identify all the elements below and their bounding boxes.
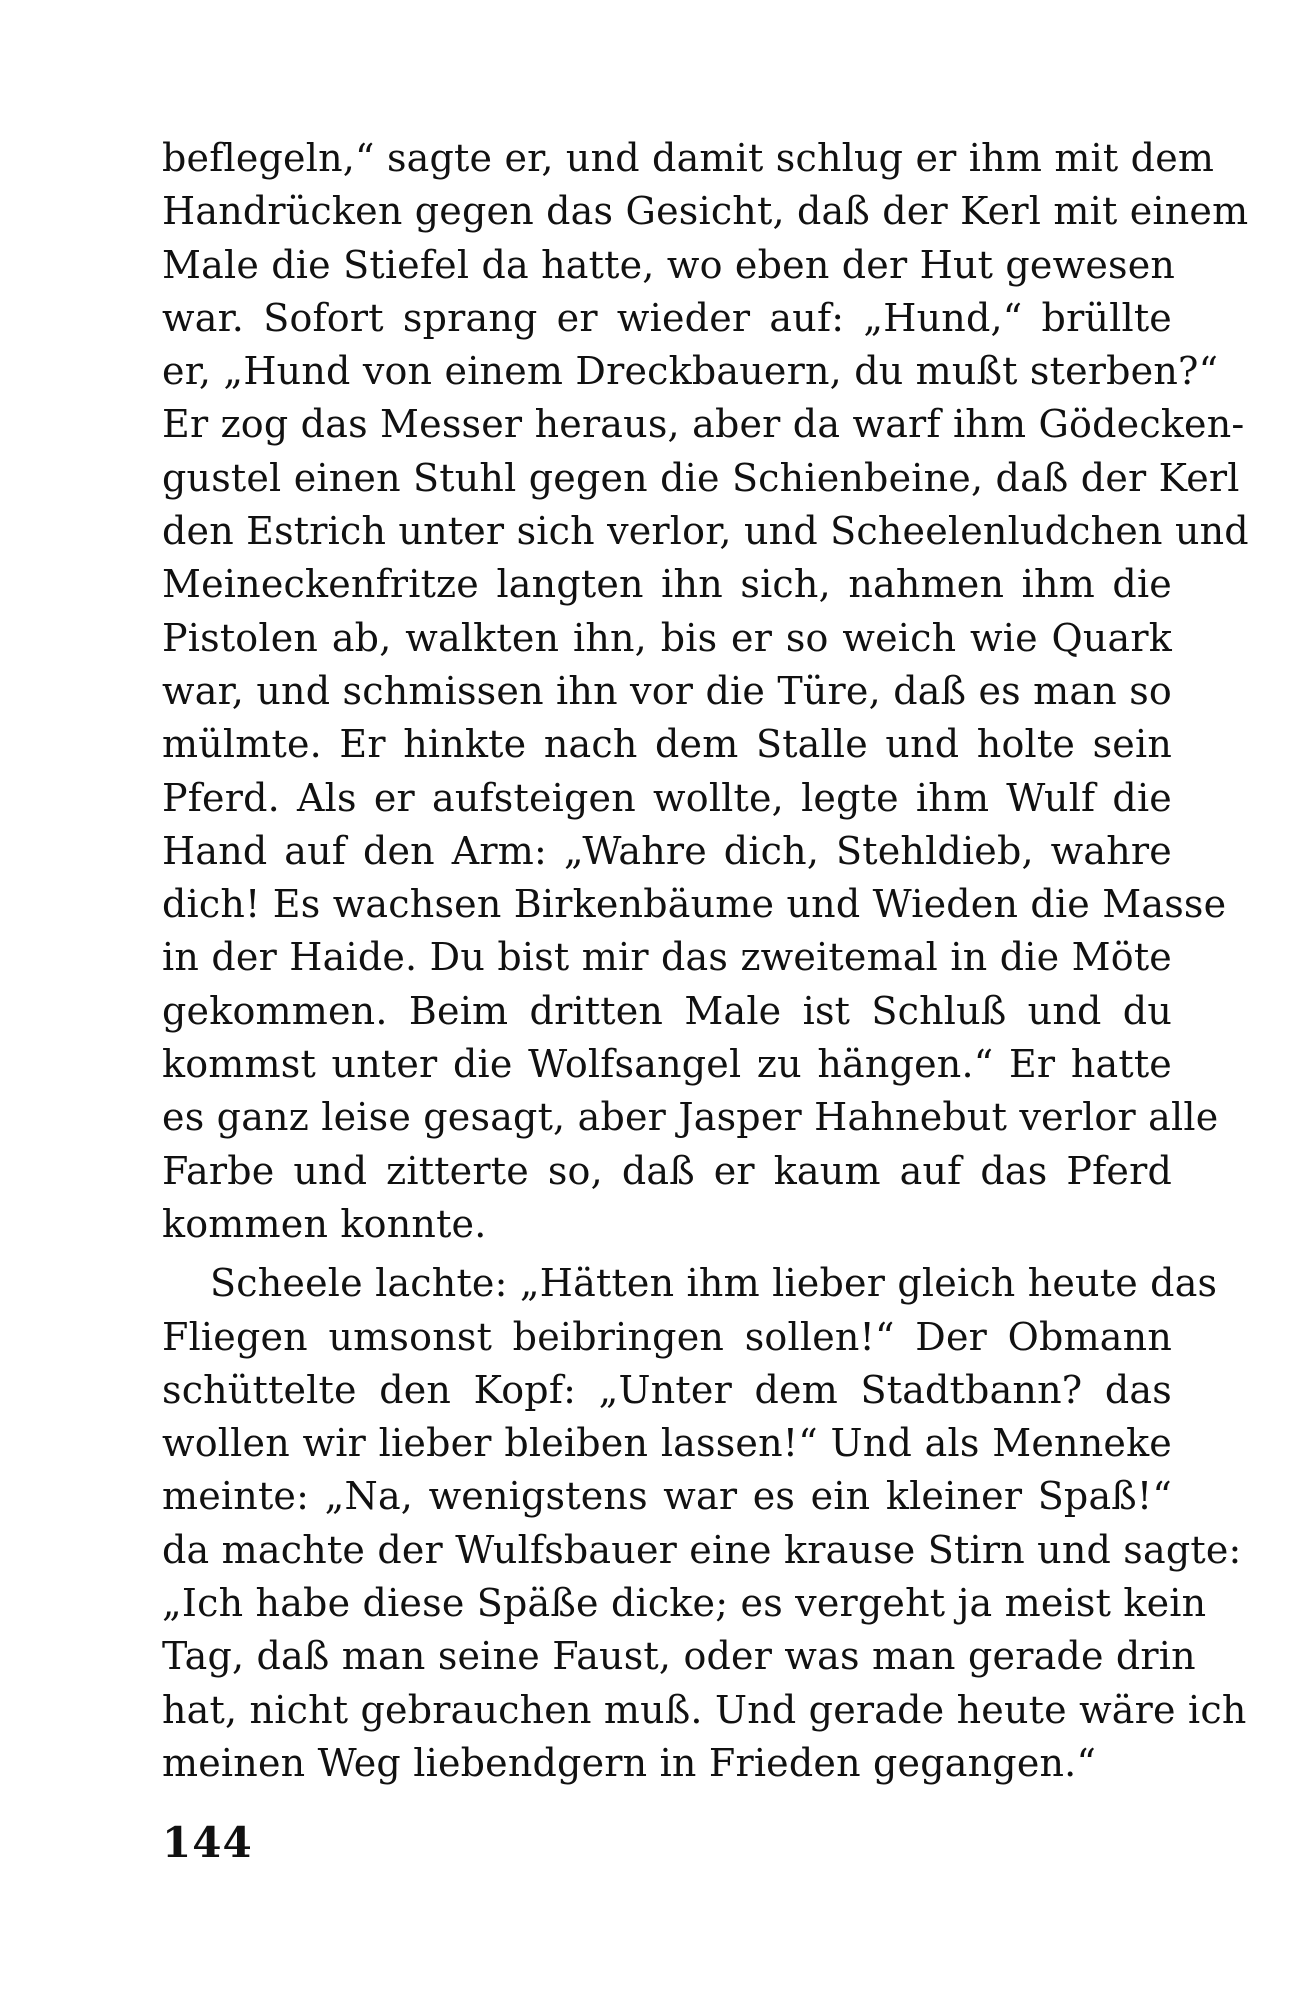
text-line: Meineckenfritze langten ihn sich, nahmen ihm die [162,562,1172,607]
text-line: Scheele lachte: „Hätten ihm lieber gleich heute das [210,1261,1218,1306]
text-line: es ganz leise gesagt, aber Jasper Hahnebut verlor alle [162,1095,1219,1140]
text-line: Male die Stiefel da hatte, wo eben der Hut gewesen [162,242,1176,287]
text-line: gustel einen Stuhl gegen die Schienbeine, daß der Kerl [162,455,1240,500]
text-line: schüttelte den Kopf: „Unter dem Stadtbann? das [162,1367,1172,1412]
text-line: Farbe und zitterte so, daß er kaum auf das Pferd [162,1148,1172,1193]
text-line: Er zog das Messer heraus, aber da warf ihm Gödecken- [162,402,1245,447]
text-line: Pferd. Als er aufsteigen wollte, legte ihm Wulf die [162,775,1172,820]
text-line: kommen konnte. [162,1201,487,1246]
text-line: in der Haide. Du bist mir das zweitemal in die Möte [162,935,1172,980]
text-line: Handrücken gegen das Gesicht, daß der Kerl mit einem [162,189,1249,234]
text-line: war. Sofort sprang er wieder auf: „Hund,“ brüllte [162,295,1172,340]
text-line: hat, nicht gebrauchen muß. Und gerade heute wäre ich [162,1687,1247,1732]
paragraph [162,132,1249,1251]
text-line: Fliegen umsonst beibringen sollen!“ Der Obmann [162,1314,1172,1359]
text-line: da machte der Wulfsbauer eine krause Stirn und sagte: [162,1527,1242,1572]
text-line: dich! Es wachsen Birkenbäume und Wieden die Masse [162,882,1227,927]
page-body-text [162,132,1249,1790]
paragraph [162,1257,1247,1790]
text-line: er, „Hund von einem Dreckbauern, du mußt sterben?“ [162,349,1219,394]
text-line: Hand auf den Arm: „Wahre dich, Stehldieb, wahre [162,828,1172,873]
text-line: wollen wir lieber bleiben lassen!“ Und als Menneke [162,1421,1172,1466]
text-line: den Estrich unter sich verlor, und Scheelenludchen und [162,509,1249,554]
text-line: „Ich habe diese Späße dicke; es vergeht ja meist kein [162,1581,1207,1626]
text-line: meinen Weg liebendgern in Frieden gegangen.“ [162,1740,1097,1785]
text-line: beflegeln,“ sagte er, und damit schlug er ihm mit dem [162,136,1215,180]
text-line: kommst unter die Wolfsangel zu hängen.“ Er hatte [162,1042,1172,1087]
page-number: 144 [162,1818,253,1867]
text-line: meinte: „Na, wenigstens war es ein kleiner Spaß!“ [162,1474,1172,1519]
text-line: war, und schmissen ihn vor die Türe, daß es man so [162,668,1172,713]
text-line: Pistolen ab, walkten ihn, bis er so weich wie Quark [162,615,1172,660]
text-line: mülmte. Er hinkte nach dem Stalle und holte sein [162,722,1172,767]
text-line: gekommen. Beim dritten Male ist Schluß und du [162,988,1172,1033]
text-line: Tag, daß man seine Faust, oder was man gerade drin [162,1634,1196,1679]
